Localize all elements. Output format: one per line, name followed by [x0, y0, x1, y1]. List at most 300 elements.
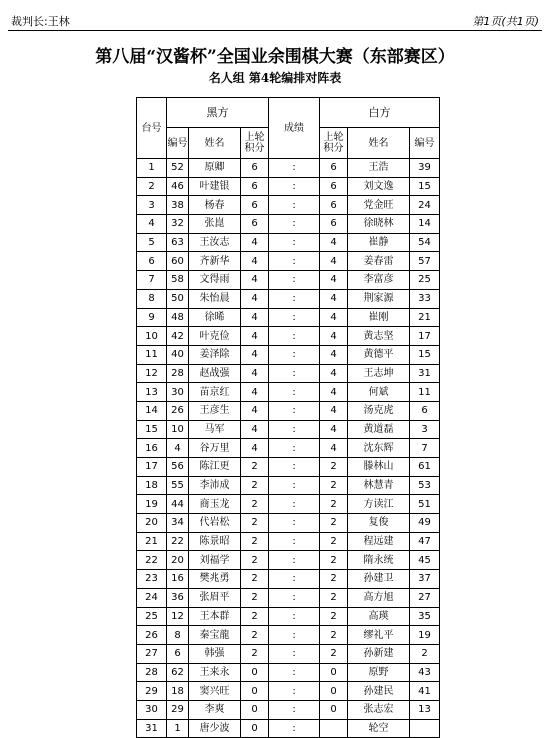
table-row — [137, 364, 440, 383]
table-row — [137, 495, 440, 514]
cell-result: : — [269, 364, 320, 383]
cell-result: : — [269, 551, 320, 570]
cell-black-no: 40 — [167, 345, 189, 364]
cell-white-score: 2 — [320, 514, 348, 533]
cell-black-no: 63 — [167, 233, 189, 252]
cell-black-name: 赵战强 — [189, 364, 241, 383]
table-row — [137, 439, 440, 458]
cell-black-name: 樊兆勇 — [189, 570, 241, 589]
cell-white-no: 51 — [410, 495, 440, 514]
cell-table-no: 27 — [137, 644, 167, 663]
cell-white-score: 4 — [320, 364, 348, 383]
cell-black-name: 朱怡晨 — [189, 289, 241, 308]
cell-black-name: 秦宝龍 — [189, 626, 241, 645]
cell-black-name: 王来永 — [189, 663, 241, 682]
cell-table-no: 4 — [137, 215, 167, 234]
cell-white-name: 姜春雷 — [348, 252, 410, 271]
cell-black-score: 4 — [241, 345, 269, 364]
cell-white-name: 刘文逸 — [348, 177, 410, 196]
cell-white-no: 3 — [410, 420, 440, 439]
cell-table-no: 11 — [137, 345, 167, 364]
cell-black-no: 4 — [167, 439, 189, 458]
cell-white-no: 25 — [410, 271, 440, 290]
cell-white-score: 6 — [320, 215, 348, 234]
cell-black-no: 26 — [167, 401, 189, 420]
cell-white-score: 4 — [320, 401, 348, 420]
cell-table-no: 18 — [137, 476, 167, 495]
cell-black-name: 李爽 — [189, 700, 241, 719]
cell-result: : — [269, 308, 320, 327]
cell-black-name: 文得雨 — [189, 271, 241, 290]
cell-black-no: 55 — [167, 476, 189, 495]
cell-black-score: 4 — [241, 401, 269, 420]
cell-white-score: 4 — [320, 383, 348, 402]
group-header-black: 黑方 — [167, 98, 269, 128]
cell-result: : — [269, 663, 320, 682]
cell-table-no: 29 — [137, 682, 167, 701]
cell-black-no: 36 — [167, 588, 189, 607]
table-row — [137, 196, 440, 215]
cell-result: : — [269, 383, 320, 402]
score-label-top: 上轮 — [244, 132, 265, 143]
cell-table-no: 16 — [137, 439, 167, 458]
cell-result: : — [269, 682, 320, 701]
cell-white-name: 崔刚 — [348, 308, 410, 327]
table-row — [137, 532, 440, 551]
cell-black-no: 48 — [167, 308, 189, 327]
table-row — [137, 159, 440, 178]
cell-white-score: 2 — [320, 495, 348, 514]
pairings-table — [136, 97, 440, 738]
cell-white-no: 53 — [410, 476, 440, 495]
cell-white-no: 45 — [410, 551, 440, 570]
col-header-white-no: 编号 — [410, 128, 440, 159]
cell-black-name: 王汝志 — [189, 233, 241, 252]
table-row — [137, 551, 440, 570]
cell-white-name: 林慧青 — [348, 476, 410, 495]
cell-black-name: 陈景昭 — [189, 532, 241, 551]
cell-white-name: 孙建卫 — [348, 570, 410, 589]
cell-black-no: 52 — [167, 159, 189, 178]
cell-table-no: 20 — [137, 514, 167, 533]
cell-black-name: 张眉平 — [189, 588, 241, 607]
cell-white-name: 黄德平 — [348, 345, 410, 364]
cell-black-score: 2 — [241, 551, 269, 570]
cell-white-no: 15 — [410, 177, 440, 196]
cell-white-score: 0 — [320, 700, 348, 719]
cell-white-score: 2 — [320, 532, 348, 551]
cell-result: : — [269, 495, 320, 514]
cell-black-no: 22 — [167, 532, 189, 551]
cell-result: : — [269, 271, 320, 290]
cell-result: : — [269, 233, 320, 252]
cell-black-score: 2 — [241, 458, 269, 477]
cell-result: : — [269, 458, 320, 477]
cell-white-name: 孙新建 — [348, 644, 410, 663]
cell-white-score: 6 — [320, 177, 348, 196]
cell-result: : — [269, 252, 320, 271]
cell-table-no: 28 — [137, 663, 167, 682]
cell-table-no: 17 — [137, 458, 167, 477]
cell-table-no: 2 — [137, 177, 167, 196]
cell-white-no: 17 — [410, 327, 440, 346]
cell-black-score: 0 — [241, 719, 269, 738]
cell-black-score: 4 — [241, 271, 269, 290]
cell-black-no: 12 — [167, 607, 189, 626]
cell-white-score — [320, 719, 348, 738]
cell-white-name: 复俊 — [348, 514, 410, 533]
cell-black-name: 叶克俭 — [189, 327, 241, 346]
cell-black-no: 38 — [167, 196, 189, 215]
cell-white-no: 14 — [410, 215, 440, 234]
cell-table-no: 6 — [137, 252, 167, 271]
cell-black-no: 1 — [167, 719, 189, 738]
cell-black-no: 58 — [167, 271, 189, 290]
cell-white-name: 程远建 — [348, 532, 410, 551]
cell-white-score: 4 — [320, 308, 348, 327]
cell-result: : — [269, 570, 320, 589]
col-header-white-score — [320, 128, 348, 159]
cell-black-score: 6 — [241, 177, 269, 196]
cell-black-no: 56 — [167, 458, 189, 477]
col-header-result: 成绩 — [269, 98, 320, 159]
cell-table-no: 23 — [137, 570, 167, 589]
cell-table-no: 31 — [137, 719, 167, 738]
cell-result: : — [269, 345, 320, 364]
cell-black-no: 20 — [167, 551, 189, 570]
cell-white-name: 方读江 — [348, 495, 410, 514]
cell-table-no: 21 — [137, 532, 167, 551]
cell-white-score: 2 — [320, 644, 348, 663]
cell-black-name: 马军 — [189, 420, 241, 439]
score-label-bottom: 积分 — [244, 143, 265, 154]
cell-black-name: 商玉龙 — [189, 495, 241, 514]
cell-result: : — [269, 607, 320, 626]
table-row — [137, 215, 440, 234]
table-row — [137, 401, 440, 420]
cell-table-no: 10 — [137, 327, 167, 346]
cell-black-score: 6 — [241, 159, 269, 178]
cell-black-no: 29 — [167, 700, 189, 719]
cell-white-no: 61 — [410, 458, 440, 477]
cell-black-no: 10 — [167, 420, 189, 439]
cell-result: : — [269, 439, 320, 458]
cell-table-no: 14 — [137, 401, 167, 420]
cell-black-name: 姜泽除 — [189, 345, 241, 364]
cell-black-name: 窦兴旺 — [189, 682, 241, 701]
cell-white-score: 2 — [320, 607, 348, 626]
table-row — [137, 177, 440, 196]
cell-white-name: 高瑛 — [348, 607, 410, 626]
cell-white-score: 4 — [320, 289, 348, 308]
cell-white-name: 轮空 — [348, 719, 410, 738]
cell-black-no: 18 — [167, 682, 189, 701]
cell-black-name: 张崑 — [189, 215, 241, 234]
cell-black-name: 原卿 — [189, 159, 241, 178]
table-row — [137, 719, 440, 738]
table-row — [137, 383, 440, 402]
cell-white-score: 2 — [320, 588, 348, 607]
cell-black-name: 王本群 — [189, 607, 241, 626]
table-row — [137, 308, 440, 327]
cell-black-score: 2 — [241, 588, 269, 607]
cell-white-score: 6 — [320, 196, 348, 215]
score-label-bottom: 积分 — [323, 143, 344, 154]
cell-black-no: 62 — [167, 663, 189, 682]
cell-black-score: 2 — [241, 644, 269, 663]
cell-table-no: 26 — [137, 626, 167, 645]
cell-black-score: 2 — [241, 476, 269, 495]
cell-white-no: 31 — [410, 364, 440, 383]
cell-table-no: 19 — [137, 495, 167, 514]
cell-table-no: 9 — [137, 308, 167, 327]
cell-result: : — [269, 514, 320, 533]
cell-white-no: 13 — [410, 700, 440, 719]
cell-white-name: 荆家源 — [348, 289, 410, 308]
cell-black-no: 44 — [167, 495, 189, 514]
cell-black-score: 4 — [241, 364, 269, 383]
cell-result: : — [269, 476, 320, 495]
table-row — [137, 682, 440, 701]
cell-white-no: 37 — [410, 570, 440, 589]
cell-table-no: 15 — [137, 420, 167, 439]
cell-table-no: 13 — [137, 383, 167, 402]
cell-white-no: 57 — [410, 252, 440, 271]
cell-white-name: 缪礼平 — [348, 626, 410, 645]
cell-white-name: 张志宏 — [348, 700, 410, 719]
page-header — [8, 10, 542, 28]
cell-white-score: 4 — [320, 233, 348, 252]
cell-table-no: 3 — [137, 196, 167, 215]
cell-white-no: 41 — [410, 682, 440, 701]
cell-black-name: 齐新华 — [189, 252, 241, 271]
cell-table-no: 30 — [137, 700, 167, 719]
cell-black-name: 杨春 — [189, 196, 241, 215]
cell-white-score: 4 — [320, 271, 348, 290]
col-header-black-score — [241, 128, 269, 159]
cell-result: : — [269, 420, 320, 439]
cell-white-no: 43 — [410, 663, 440, 682]
cell-white-name: 沈东辉 — [348, 439, 410, 458]
cell-white-score: 2 — [320, 570, 348, 589]
table-row — [137, 327, 440, 346]
table-row — [137, 345, 440, 364]
cell-black-score: 0 — [241, 682, 269, 701]
cell-white-no: 27 — [410, 588, 440, 607]
cell-white-no: 54 — [410, 233, 440, 252]
table-row — [137, 570, 440, 589]
table-row — [137, 626, 440, 645]
cell-black-no: 60 — [167, 252, 189, 271]
col-header-black-name: 姓名 — [189, 128, 241, 159]
cell-white-score: 2 — [320, 551, 348, 570]
col-header-black-no: 编号 — [167, 128, 189, 159]
cell-white-score: 0 — [320, 663, 348, 682]
cell-black-score: 4 — [241, 289, 269, 308]
cell-result: : — [269, 196, 320, 215]
cell-black-name: 苗京红 — [189, 383, 241, 402]
cell-black-score: 4 — [241, 420, 269, 439]
cell-result: : — [269, 177, 320, 196]
cell-white-score: 2 — [320, 458, 348, 477]
cell-white-no: 33 — [410, 289, 440, 308]
cell-white-no: 7 — [410, 439, 440, 458]
cell-white-name: 黄志坚 — [348, 327, 410, 346]
cell-black-score: 6 — [241, 196, 269, 215]
cell-black-score: 2 — [241, 532, 269, 551]
cell-black-score: 6 — [241, 215, 269, 234]
table-row — [137, 514, 440, 533]
table-row — [137, 663, 440, 682]
cell-white-no: 15 — [410, 345, 440, 364]
cell-black-score: 0 — [241, 700, 269, 719]
cell-white-score: 4 — [320, 345, 348, 364]
cell-black-score: 2 — [241, 607, 269, 626]
cell-white-score: 4 — [320, 327, 348, 346]
cell-white-no: 35 — [410, 607, 440, 626]
cell-black-score: 4 — [241, 308, 269, 327]
cell-white-no: 49 — [410, 514, 440, 533]
cell-black-name: 代岩松 — [189, 514, 241, 533]
cell-black-no: 28 — [167, 364, 189, 383]
cell-black-score: 0 — [241, 663, 269, 682]
table-row — [137, 420, 440, 439]
cell-result: : — [269, 159, 320, 178]
score-label-top: 上轮 — [323, 132, 344, 143]
cell-table-no: 22 — [137, 551, 167, 570]
cell-white-no: 24 — [410, 196, 440, 215]
cell-white-name: 孙建民 — [348, 682, 410, 701]
cell-result: : — [269, 327, 320, 346]
document-subtitle: 名人组 第4轮编排对阵表 — [208, 71, 342, 85]
cell-black-no: 32 — [167, 215, 189, 234]
cell-white-name: 何斌 — [348, 383, 410, 402]
cell-table-no: 12 — [137, 364, 167, 383]
cell-table-no: 7 — [137, 271, 167, 290]
cell-white-no: 19 — [410, 626, 440, 645]
cell-white-no: 2 — [410, 644, 440, 663]
cell-white-name: 高方旭 — [348, 588, 410, 607]
cell-white-score: 0 — [320, 682, 348, 701]
cell-result: : — [269, 588, 320, 607]
cell-result: : — [269, 215, 320, 234]
cell-black-no: 8 — [167, 626, 189, 645]
cell-table-no: 25 — [137, 607, 167, 626]
header-divider — [8, 30, 542, 31]
cell-black-score: 2 — [241, 570, 269, 589]
table-row — [137, 252, 440, 271]
cell-white-name: 崔静 — [348, 233, 410, 252]
cell-white-score: 2 — [320, 476, 348, 495]
cell-table-no: 8 — [137, 289, 167, 308]
cell-black-no: 30 — [167, 383, 189, 402]
cell-black-name: 叶建银 — [189, 177, 241, 196]
cell-result: : — [269, 289, 320, 308]
cell-white-name: 党金旺 — [348, 196, 410, 215]
table-row — [137, 588, 440, 607]
cell-black-name: 陈江更 — [189, 458, 241, 477]
cell-black-name: 谷万里 — [189, 439, 241, 458]
cell-white-name: 隋永统 — [348, 551, 410, 570]
cell-white-name: 王浩 — [348, 159, 410, 178]
cell-black-name: 唐少波 — [189, 719, 241, 738]
table-row — [137, 271, 440, 290]
cell-black-score: 4 — [241, 233, 269, 252]
table-row — [137, 233, 440, 252]
cell-black-no: 50 — [167, 289, 189, 308]
cell-white-score: 2 — [320, 626, 348, 645]
cell-white-no: 47 — [410, 532, 440, 551]
pairings-body — [137, 159, 440, 738]
cell-table-no: 5 — [137, 233, 167, 252]
cell-white-name: 原野 — [348, 663, 410, 682]
col-header-white-name: 姓名 — [348, 128, 410, 159]
cell-black-no: 42 — [167, 327, 189, 346]
cell-white-score: 6 — [320, 159, 348, 178]
cell-black-name: 李沛成 — [189, 476, 241, 495]
cell-black-name: 刘福学 — [189, 551, 241, 570]
document-title: 第八届“汉酱杯”全国业余围棋大赛（东部赛区） — [95, 47, 455, 67]
cell-black-no: 6 — [167, 644, 189, 663]
cell-white-name: 黄道磊 — [348, 420, 410, 439]
group-header-white: 白方 — [320, 98, 440, 128]
page-indicator: 第1页(共1页) — [472, 15, 539, 28]
cell-black-score: 2 — [241, 626, 269, 645]
table-row — [137, 700, 440, 719]
cell-result: : — [269, 644, 320, 663]
cell-result: : — [269, 626, 320, 645]
cell-black-score: 4 — [241, 327, 269, 346]
table-row — [137, 644, 440, 663]
cell-table-no: 24 — [137, 588, 167, 607]
table-row — [137, 607, 440, 626]
table-row — [137, 289, 440, 308]
cell-black-no: 16 — [167, 570, 189, 589]
cell-white-name: 滕林山 — [348, 458, 410, 477]
cell-black-score: 4 — [241, 252, 269, 271]
cell-black-no: 34 — [167, 514, 189, 533]
cell-white-no — [410, 719, 440, 738]
cell-white-no: 39 — [410, 159, 440, 178]
col-header-table-no: 台号 — [137, 98, 167, 159]
cell-white-name: 汤克虎 — [348, 401, 410, 420]
cell-white-no: 6 — [410, 401, 440, 420]
cell-black-score: 4 — [241, 439, 269, 458]
cell-white-name: 徐晓林 — [348, 215, 410, 234]
cell-white-score: 4 — [320, 420, 348, 439]
cell-black-score: 2 — [241, 495, 269, 514]
cell-white-no: 21 — [410, 308, 440, 327]
cell-result: : — [269, 401, 320, 420]
cell-table-no: 1 — [137, 159, 167, 178]
table-row — [137, 458, 440, 477]
cell-black-score: 2 — [241, 514, 269, 533]
cell-white-no: 11 — [410, 383, 440, 402]
cell-result: : — [269, 700, 320, 719]
cell-black-score: 4 — [241, 383, 269, 402]
cell-black-name: 王彦生 — [189, 401, 241, 420]
cell-white-score: 4 — [320, 252, 348, 271]
cell-black-no: 46 — [167, 177, 189, 196]
cell-white-name: 李富彦 — [348, 271, 410, 290]
cell-black-name: 徐晞 — [189, 308, 241, 327]
cell-white-name: 王志坤 — [348, 364, 410, 383]
cell-result: : — [269, 719, 320, 738]
cell-result: : — [269, 532, 320, 551]
cell-white-score: 4 — [320, 439, 348, 458]
cell-black-name: 韩强 — [189, 644, 241, 663]
referee-label: 裁判长:王林 — [11, 15, 70, 28]
